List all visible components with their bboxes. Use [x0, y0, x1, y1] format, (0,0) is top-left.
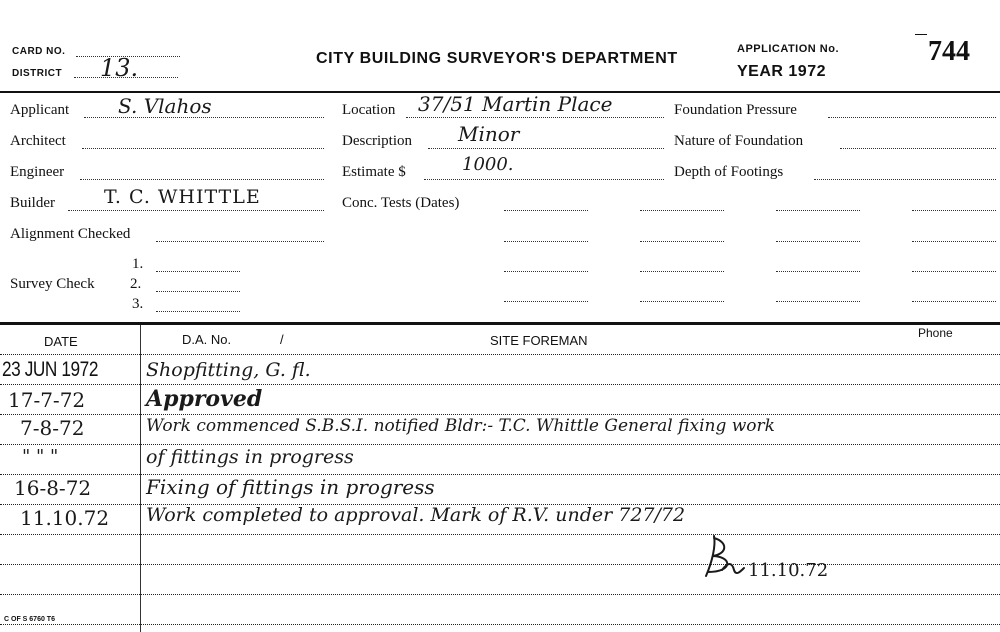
- location-label: Location: [342, 102, 396, 118]
- phone-header: Phone: [918, 326, 953, 340]
- survey-item-2: 2.: [130, 276, 142, 292]
- log-rule: [0, 594, 1000, 595]
- engineer-label: Engineer: [10, 164, 65, 180]
- conc-line-3c: [776, 271, 860, 272]
- architect-label: Architect: [10, 133, 66, 149]
- nature-foundation-line: [840, 148, 996, 149]
- district-value: 13.: [100, 54, 139, 82]
- conc-line-2c: [776, 241, 860, 242]
- conc-line-1a: [504, 210, 588, 211]
- conc-line-4b: [640, 301, 724, 302]
- log-date: 7-8-72: [20, 416, 85, 440]
- estimate-label: Estimate $: [342, 164, 406, 180]
- log-date: 11.10.72: [20, 506, 110, 530]
- survey-line-3: [156, 311, 240, 312]
- location-value: 37/51 Martin Place: [418, 92, 613, 116]
- builder-line: [68, 210, 324, 211]
- conc-tests-label: Conc. Tests (Dates): [342, 195, 460, 211]
- builder-label: Builder: [10, 195, 55, 211]
- log-entry: Work completed to approval. Mark of R.V. under 727/72: [146, 504, 686, 526]
- alignment-line: [156, 241, 324, 242]
- depth-footings-line: [814, 179, 996, 180]
- conc-line-1c: [776, 210, 860, 211]
- log-date-stamp: 23 JUN 1972: [2, 358, 99, 381]
- conc-line-3b: [640, 271, 724, 272]
- survey-item-3: 3.: [132, 296, 144, 312]
- conc-line-2b: [640, 241, 724, 242]
- depth-footings-label: Depth of Footings: [674, 164, 784, 180]
- architect-line: [82, 148, 324, 149]
- log-date: 16-8-72: [14, 476, 92, 500]
- description-value: Minor: [458, 122, 520, 146]
- estimate-line: [424, 179, 664, 180]
- location-line: [406, 117, 664, 118]
- year-label: YEAR 1972: [737, 63, 826, 80]
- department-title: CITY BUILDING SURVEYOR'S DEPARTMENT: [316, 50, 678, 67]
- log-rule: [0, 354, 1000, 355]
- log-rule: [0, 534, 1000, 535]
- engineer-line: [80, 179, 324, 180]
- card-no-label: CARD NO.: [12, 46, 66, 57]
- log-entry: Shopfitting, G. fl.: [146, 359, 311, 381]
- applicant-value: S. Vlahos: [118, 94, 212, 118]
- log-rule: [0, 414, 1000, 415]
- da-slash: /: [280, 332, 284, 347]
- conc-line-4d: [912, 301, 996, 302]
- log-divider: [0, 322, 1000, 325]
- log-rule: [0, 444, 1000, 445]
- survey-label: Survey Check: [10, 276, 95, 292]
- survey-item-1: 1.: [132, 256, 144, 272]
- foundation-pressure-line: [828, 117, 996, 118]
- form-code: C OF S 6760 T6: [4, 616, 55, 623]
- conc-line-1d: [912, 210, 996, 211]
- foreman-header: SITE FOREMAN: [490, 333, 588, 348]
- date-header: DATE: [44, 334, 78, 349]
- foundation-pressure-label: Foundation Pressure: [674, 102, 797, 118]
- description-line: [428, 148, 664, 149]
- log-entry: of fittings in progress: [146, 446, 354, 468]
- application-dash: [915, 34, 927, 35]
- description-label: Description: [342, 133, 412, 149]
- conc-line-3a: [504, 271, 588, 272]
- log-entry: Approved: [146, 386, 263, 412]
- district-label: DISTRICT: [12, 68, 63, 79]
- conc-line-2a: [504, 241, 588, 242]
- alignment-label: Alignment Checked: [10, 226, 131, 242]
- signature-date: 11.10.72: [748, 560, 829, 581]
- conc-line-2d: [912, 241, 996, 242]
- da-header: D.A. No.: [182, 332, 232, 347]
- log-date: " " ": [22, 446, 59, 467]
- log-date: 17-7-72: [8, 388, 86, 412]
- conc-line-1b: [640, 210, 724, 211]
- builder-value: T. C. WHITTLE: [104, 186, 261, 208]
- conc-line-4a: [504, 301, 588, 302]
- conc-line-3d: [912, 271, 996, 272]
- log-rule: [0, 564, 1000, 565]
- signature-scribble: [698, 532, 750, 584]
- log-rule: [0, 624, 1000, 625]
- log-entry: Work commenced S.B.S.I. notified Bldr:- T.C. Whittle General fixing work: [146, 416, 775, 436]
- conc-line-4c: [776, 301, 860, 302]
- log-rule: [0, 384, 1000, 385]
- application-label: APPLICATION No.: [737, 43, 840, 55]
- survey-line-2: [156, 291, 240, 292]
- applicant-label: Applicant: [10, 102, 70, 118]
- survey-line-1: [156, 271, 240, 272]
- nature-foundation-label: Nature of Foundation: [674, 133, 804, 149]
- log-entry: Fixing of fittings in progress: [146, 475, 435, 499]
- application-number: 744: [928, 36, 970, 67]
- log-date-column-divider: [140, 325, 141, 632]
- estimate-value: 1000.: [462, 154, 514, 175]
